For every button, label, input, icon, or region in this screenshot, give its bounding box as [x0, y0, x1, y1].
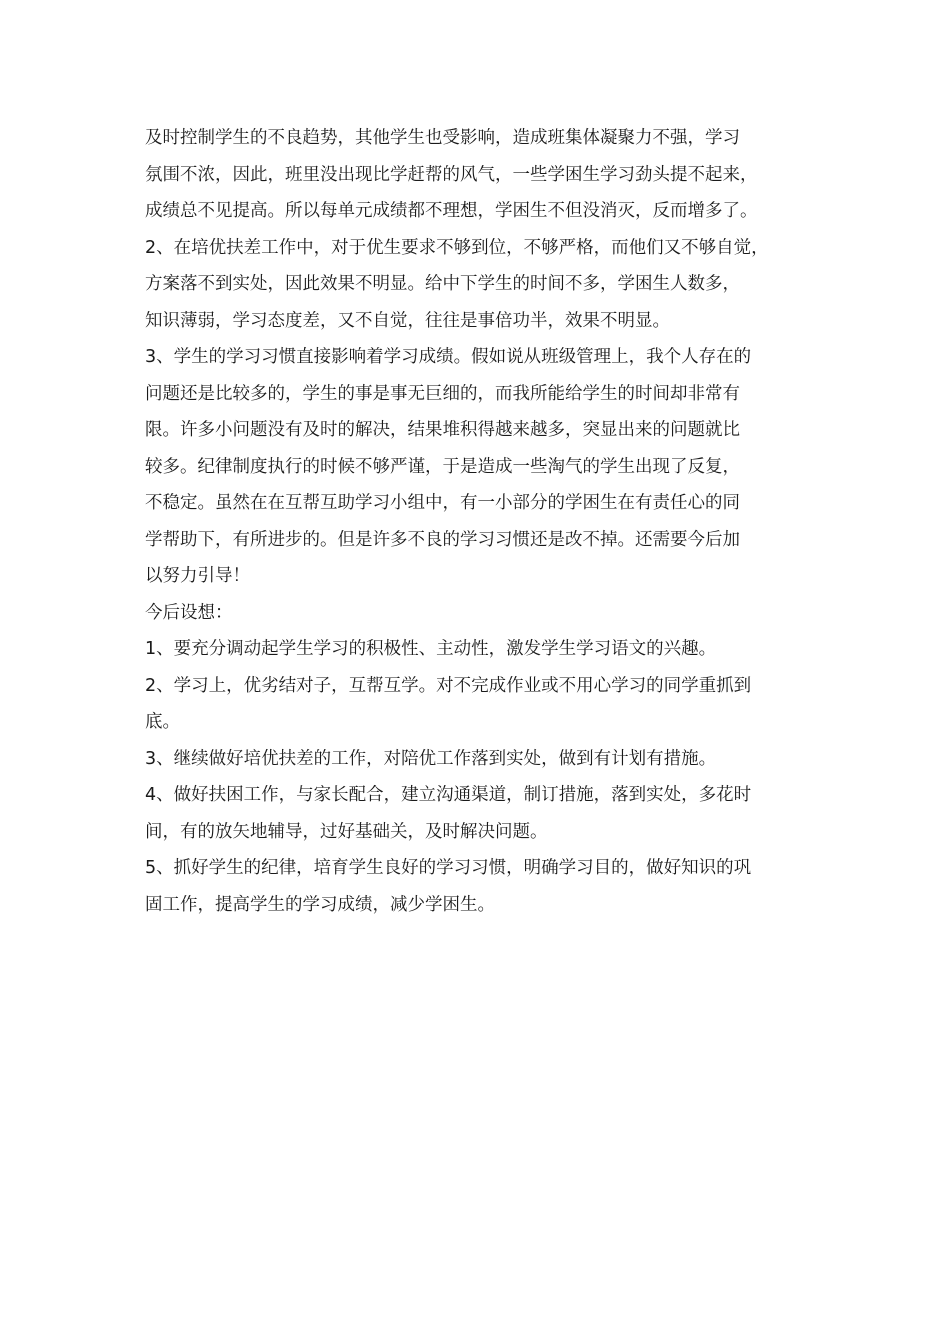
text-line: 问题还是比较多的，学生的事是事无巨细的，而我所能给学生的时间却非常有 — [145, 383, 740, 404]
text-line: 方案落不到实处，因此效果不明显。给中下学生的时间不多，学困生人数多， — [145, 274, 740, 294]
text-line: 2、在培优扶差工作中，对于优生要求不够到位，不够严格，而他们又不够自觉， — [145, 237, 769, 258]
text-line: 4、做好扶困工作，与家长配合，建立沟通渠道，制订措施，落到实处，多花时 — [145, 785, 752, 805]
text-line: 5、抓好学生的纪律，培育学生良好的学习习惯，明确学习目的，做好知识的巩 — [145, 858, 752, 878]
text-line: 底。 — [145, 712, 180, 732]
text-line: 氛围不浓，因此，班里没出现比学赶帮的风气，一些学困生学习劲头提不起来， — [145, 164, 758, 185]
text-line: 较多。纪律制度执行的时候不够严谨，于是造成一些淘气的学生出现了反复， — [145, 456, 740, 477]
text-line: 知识薄弱，学习态度差，又不自觉，往往是事倍功半，效果不明显。 — [145, 310, 670, 331]
document-body — [145, 120, 825, 923]
text-line: 3、继续做好培优扶差的工作，对陪优工作落到实处，做到有计划有措施。 — [145, 748, 717, 769]
text-line: 成绩总不见提高。所以每单元成绩都不理想，学困生不但没消灭，反而增多了。 — [145, 201, 758, 221]
text-line: 限。许多小问题没有及时的解决，结果堆积得越来越多，突显出来的问题就比 — [145, 420, 740, 440]
text-line: 学帮助下，有所进步的。但是许多不良的学习习惯还是改不掉。还需要今后加 — [145, 529, 740, 550]
text-line: 及时控制学生的不良趋势，其他学生也受影响，造成班集体凝聚力不强，学习 — [145, 128, 740, 148]
text-line: 固工作，提高学生的学习成绩，减少学困生。 — [145, 894, 495, 915]
text-line: 不稳定。虽然在在互帮互助学习小组中，有一小部分的学困生在有责任心的同 — [145, 493, 740, 513]
text-line: 以努力引导！ — [145, 566, 250, 586]
text-line: 间，有的放矢地辅导，过好基础关，及时解决问题。 — [145, 821, 548, 842]
text-line: 2、学习上，优劣结对子，互帮互学。对不完成作业或不用心学习的同学重抓到 — [145, 675, 752, 696]
section-heading: 今后设想： — [145, 602, 233, 623]
text-line: 3、学生的学习习惯直接影响着学习成绩。假如说从班级管理上，我个人存在的 — [145, 347, 752, 367]
text-line: 1、要充分调动起学生学习的积极性、主动性，激发学生学习语文的兴趣。 — [145, 639, 717, 659]
